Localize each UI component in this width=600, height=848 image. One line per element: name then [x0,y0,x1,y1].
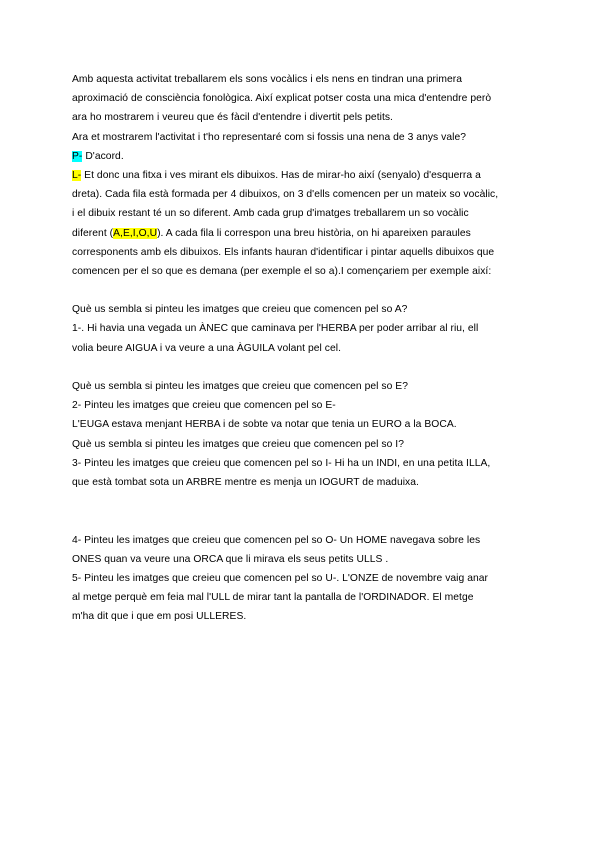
section-a-line: volia beure AIGUA i va veure a una ÀGUILA volant pel cel. [72,342,342,354]
spacer [72,358,532,377]
spacer [72,281,532,300]
section-e-line: 2- Pinteu les imatges que creieu que comencen pel so E- [72,400,336,412]
dialog-text: Et donc una fitxa i ves mirant els dibuixos. Has de mirar-ho així (senyalo) d'esquerra a [81,169,481,181]
section-i-line: que està tombat sota un ARBRE mentre es menja un IOGURT de maduixa. [72,476,419,488]
section-a-line: 1-. Hi havia una vegada un ÀNEC que caminava per l'HERBA per poder arribar al riu, ell [72,323,479,335]
section-i-line: Què us sembla si pinteu les imatges que creieu que comencen pel so I? [72,438,404,450]
intro-line: Ara et mostrarem l'activitat i t'ho representaré com si fossis una nena de 3 anys vale? [72,131,467,143]
dialog-line: dreta). Cada fila està formada per 4 dibuixos, on 3 d'ells comencen per un mateix so vocàlic, [72,189,499,201]
intro-line: ara ho mostrarem i veureu que és fàcil d'entendre i divertit pels petits. [72,112,393,124]
section-o-line: ONES quan va veure una ORCA que li mirava els seus petits ULLS . [72,553,389,565]
section-i-line: 3- Pinteu les imatges que creieu que comencen pel so I- Hi ha un INDI, en una petita ILLA, [72,457,491,469]
section-o-line: 4- Pinteu les imatges que creieu que comencen pel so O- Un HOME navegava sobre les [72,534,481,546]
section-e-line: L'EUGA estava menjant HERBA i de sobte va notar que tenia un EURO a la BOCA. [72,419,457,431]
section-a-line: Què us sembla si pinteu les imatges que creieu que comencen pel so A? [72,304,408,316]
dialog-line-l [72,166,532,185]
dialog-line: comencen per el so que es demana (per exemple el so a).I començariem per exemple així: [72,265,492,277]
speaker-l-label: L- [72,169,82,181]
dialog-line: diferent (A,E,I,O,U). A cada fila li correspon una breu història, on hi apareixen paraules [72,227,471,239]
intro-line: Amb aquesta activitat treballarem els sons vocàlics i els nens en tindran una primera [72,74,463,85]
spacer [72,492,532,530]
dialog-line-p [72,147,532,166]
section-e-line: Què us sembla si pinteu les imatges que creieu que comencen pel so E? [72,381,409,392]
section-u-line: m'ha dit que i que em posi ULLERES. [72,611,247,623]
vowels-highlight: A,E,I,O,U [113,227,158,239]
document-body [72,70,532,626]
dialog-line: corresponents amb els dibuixos. Els infants hauran d'identificar i pintar aquells dibuixos que [72,246,495,258]
speaker-p-label: P- [72,150,83,162]
dialog-line: i el dibuix restant té un so diferent. Amb cada grup d'imatges treballarem un so vocàlic [72,208,469,220]
dialog-text: D'acord. [82,150,124,162]
section-u-line: al metge perquè em feia mal l'ULL de mirar tant la pantalla de l'ORDINADOR. El metge [72,592,474,604]
section-u-line: 5- Pinteu les imatges que creieu que comencen pel so U-. L'ONZE de novembre vaig anar [72,572,489,584]
intro-line: aproximació de consciència fonològica. Així explicat potser costa una mica d'entendre però [72,93,492,105]
